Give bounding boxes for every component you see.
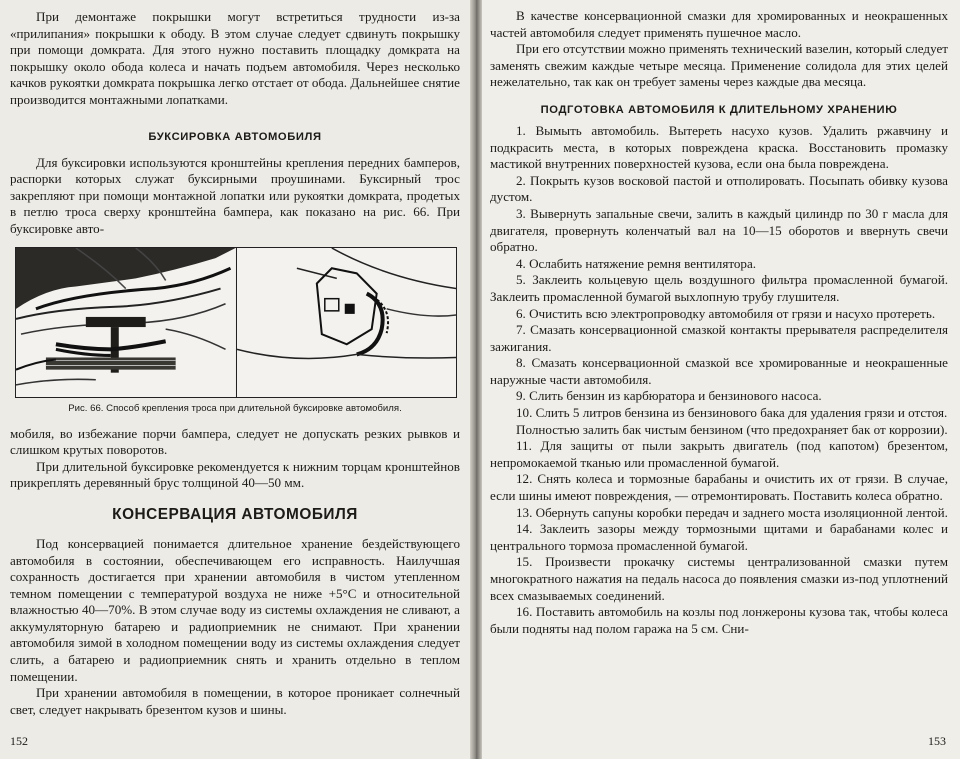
book-gutter <box>470 0 482 759</box>
list-item: 14. Заклеить зазоры между тормозными щитами и барабанами колес и центрального тормоза промасленной бумагой. <box>490 521 948 553</box>
list-item: 10. Слить 5 литров бензина из бензинового бака для удаления грязи и отстоя. <box>516 405 948 421</box>
figure-caption: Рис. 66. Способ крепления троса при длительной буксировке автомобиля. <box>68 402 402 414</box>
conservation-heading: КОНСЕРВАЦИЯ АВТОМОБИЛЯ <box>112 505 358 523</box>
bumper-bracket-illustration <box>16 248 237 397</box>
list-item: 9. Слить бензин из карбюратора и бензинового насоса. <box>516 388 822 404</box>
storage-steps-list <box>490 123 948 637</box>
vaseline-paragraph: При его отсутствии можно применять технический вазелин, который следует заменять свежим каждые четыре месяца. Применение солидола для этих целей нежелательно, так как он требует замены через каждые два месяца. <box>490 41 948 90</box>
sunlight-paragraph: При хранении автомобиля в помещении, в которое проникает солнечный свет, следует накрывать брезентом кузов и шины. <box>10 685 460 717</box>
list-item: 15. Произвести прокачку системы централизованной смазки путем многократного нажатия на педаль насоса до появления смазки из-под уплотнений всех смазываемых соединений. <box>490 554 948 603</box>
list-item: 11. Для защиты от пыли закрыть двигатель (под капотом) брезентом, непромокаемой тканью или промасленной бумагой. <box>490 438 948 470</box>
tire-removal-paragraph: При демонтаже покрышки могут встретиться трудности из-за «прилипания» покрышки к ободу. В этом случае следует сдвинуть покрышку при помощи домкрата. Для этого нужно поставить площадку домкрата на покрышку около обода колеса и начать подъем автомобиля. Через несколько качков рукоятки домкрата покрышка легко отстает от обода. Дальнейшее снятие производится монтажными лопатками. <box>10 9 460 107</box>
left-page <box>0 0 472 759</box>
list-item: 8. Смазать консервационной смазкой все хромированные и неокрашенные наружные части автомобиля. <box>490 355 948 387</box>
towing-paragraph-continued: мобиля, во избежание порчи бампера, следует не допускать резких рывков и слишком крутых поворотов. <box>10 425 460 458</box>
list-item: 7. Смазать консервационной смазкой контакты прерывателя распределителя зажигания. <box>490 322 948 354</box>
list-item: 12. Снять колеса и тормозные барабаны и очистить их от грязи. В случае, если шины имеют повреждения, — отремонтировать. Поставить колеса обратно. <box>490 471 948 504</box>
list-item: 4. Ослабить натяжение ремня вентилятора. <box>516 255 757 271</box>
tow-rope-loop-illustration <box>237 248 457 397</box>
list-item: 16. Поставить автомобиль на козлы под лонжероны кузова так, чтобы колеса были подняты над полом гаража на 5 см. Сни- <box>490 604 948 636</box>
figure-66 <box>15 247 457 398</box>
list-item: 6. Очистить всю электропроводку автомобиля от грязи и насухо протереть. <box>516 305 936 321</box>
list-item: 13. Обернуть сапуны коробки передач и заднего моста изоляционной лентой. <box>516 504 948 520</box>
preservative-oil-paragraph: В качестве консервационной смазки для хромированных и неокрашенных частей автомобиля следует применять пушечное масло. <box>490 8 948 40</box>
towing-heading: БУКСИРОВКА АВТОМОБИЛЯ <box>148 130 322 143</box>
list-item: 3. Вывернуть запальные свечи, залить в каждый цилиндр по 30 г масла для двигателя, провернуть коленчатый вал на 10—15 оборотов и ввернуть свечи обратно. <box>490 205 948 255</box>
storage-preparation-heading: ПОДГОТОВКА АВТОМОБИЛЯ К ДЛИТЕЛЬНОМУ ХРАНЕНИЮ <box>540 103 898 116</box>
list-item: 2. Покрыть кузов восковой пастой и отполировать. Посыпать обивку кузова дустом. <box>490 172 948 205</box>
wooden-beam-paragraph: При длительной буксировке рекомендуется к нижним торцам кронштейнов прикреплять деревянный брус толщиной 40—50 мм. <box>10 458 460 491</box>
page-number-right: 153 <box>928 734 946 748</box>
conservation-paragraph: Под консервацией понимается длительное хранение бездействующего автомобиля в состоянии, обеспечивающем его исправность. Наилучшая сохранность достигается при хранении автомобиля в чистом утепленном темном помещении с температурой воздуха не ниже +5°С и относительной влажностью 40—70%. В этом случае воду из системы охлаждения не сливают, а аккумуляторную батарею и радиоприемник не снимают. При хранении автомобиля зимой в холодном помещении воду из системы охлаждения следует слить, а батарею и радиоприемник снять и хранить отдельно в теплом помещении. <box>10 535 460 684</box>
list-item-continued: Полностью залить бак чистым бензином (что предохраняет бак от коррозии). <box>516 421 948 437</box>
towing-paragraph: Для буксировки используются кронштейны крепления передних бамперов, распорки которых служат буксирными проушинами. Буксирный трос закрепляют при помощи монтажной лопатки или рукоятки домкрата, продетых в петлю троса сверху кронштейна бампера, как показано на рис. 66. При буксировке авто- <box>10 154 460 236</box>
right-page <box>472 0 960 759</box>
list-item: 1. Вымыть автомобиль. Вытереть насухо кузов. Удалить ржавчину и подкрасить места, в которых повреждена краска. Восстановить промазку мастикой внутренних поверхностей кузова, если она была повреждена. <box>490 122 948 172</box>
page-number-left: 152 <box>10 734 28 748</box>
list-item: 5. Заклеить кольцевую щель воздушного фильтра промасленной бумагой. Заклеить промасленной бумагой выхлопную трубу глушителя. <box>490 272 948 304</box>
